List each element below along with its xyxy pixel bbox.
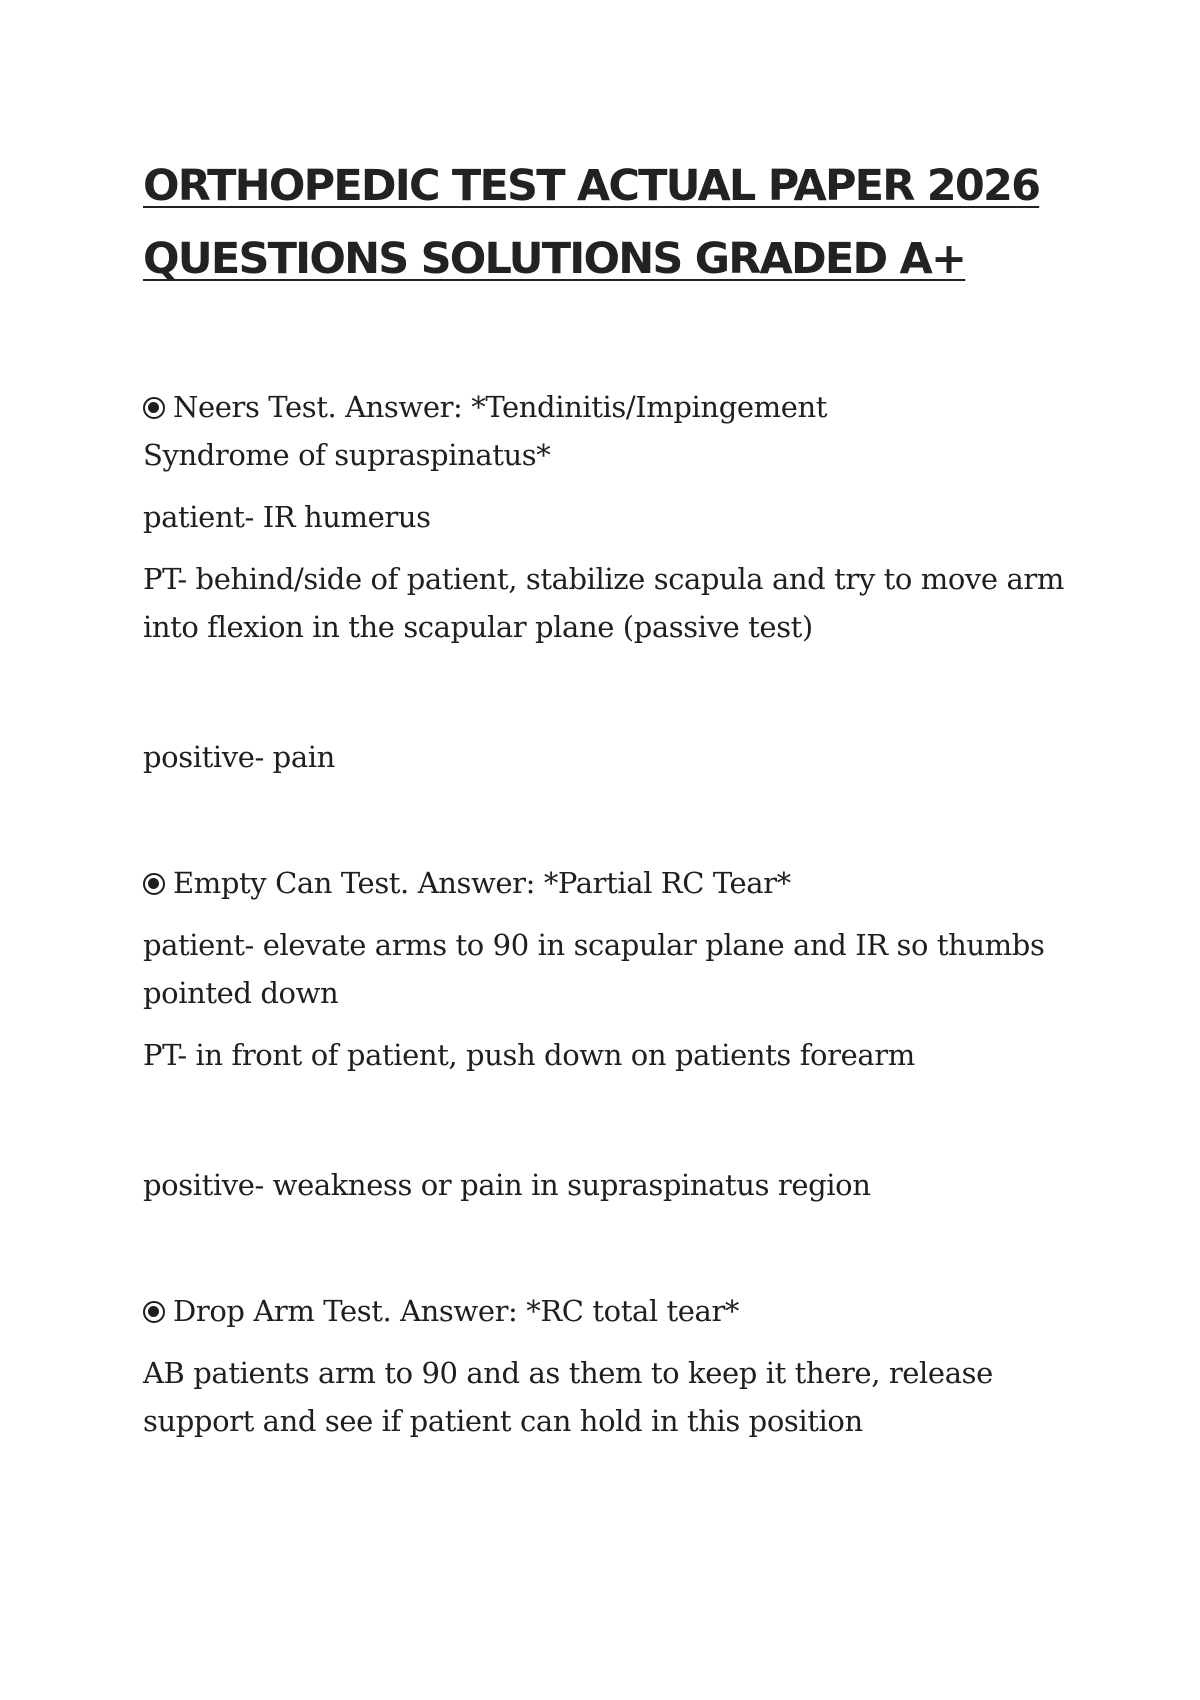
document-page: [143, 150, 1073, 1445]
positive-result: positive- pain: [143, 740, 335, 774]
question-text: Drop Arm Test. Answer: *RC total tear*: [173, 1294, 740, 1328]
document-title: [143, 150, 1073, 296]
title-line-1: ORTHOPEDIC TEST ACTUAL PAPER 2026: [143, 161, 1040, 211]
question-block-neers: [143, 383, 1073, 781]
title-line-2: QUESTIONS SOLUTIONS GRADED A+: [143, 234, 966, 284]
question-heading: [143, 1287, 1073, 1335]
question-text: Neers Test. Answer: *Tendinitis/Impingement Syndrome of supraspinatus*: [143, 390, 828, 472]
question-block-empty-can: [143, 859, 1073, 1209]
question-heading: [143, 383, 943, 479]
test-description: AB patients arm to 90 and as them to keep it there, release support and see if patient can hold in this position: [143, 1356, 993, 1438]
radio-bullet-icon: [143, 1301, 165, 1323]
pt-instruction: PT- behind/side of patient, stabilize scapula and try to move arm into flexion in the scapular plane (passive test): [143, 562, 1064, 644]
question-block-drop-arm: [143, 1287, 1073, 1445]
question-text: Empty Can Test. Answer: *Partial RC Tear*: [173, 866, 791, 900]
radio-bullet-icon: [143, 873, 165, 895]
patient-instruction: patient- elevate arms to 90 in scapular plane and IR so thumbs pointed down: [143, 928, 1045, 1010]
question-heading: [143, 859, 1073, 907]
positive-result: positive- weakness or pain in supraspinatus region: [143, 1168, 871, 1202]
pt-instruction: PT- in front of patient, push down on patients forearm: [143, 1038, 915, 1072]
patient-instruction: patient- IR humerus: [143, 500, 431, 534]
radio-bullet-icon: [143, 397, 165, 419]
